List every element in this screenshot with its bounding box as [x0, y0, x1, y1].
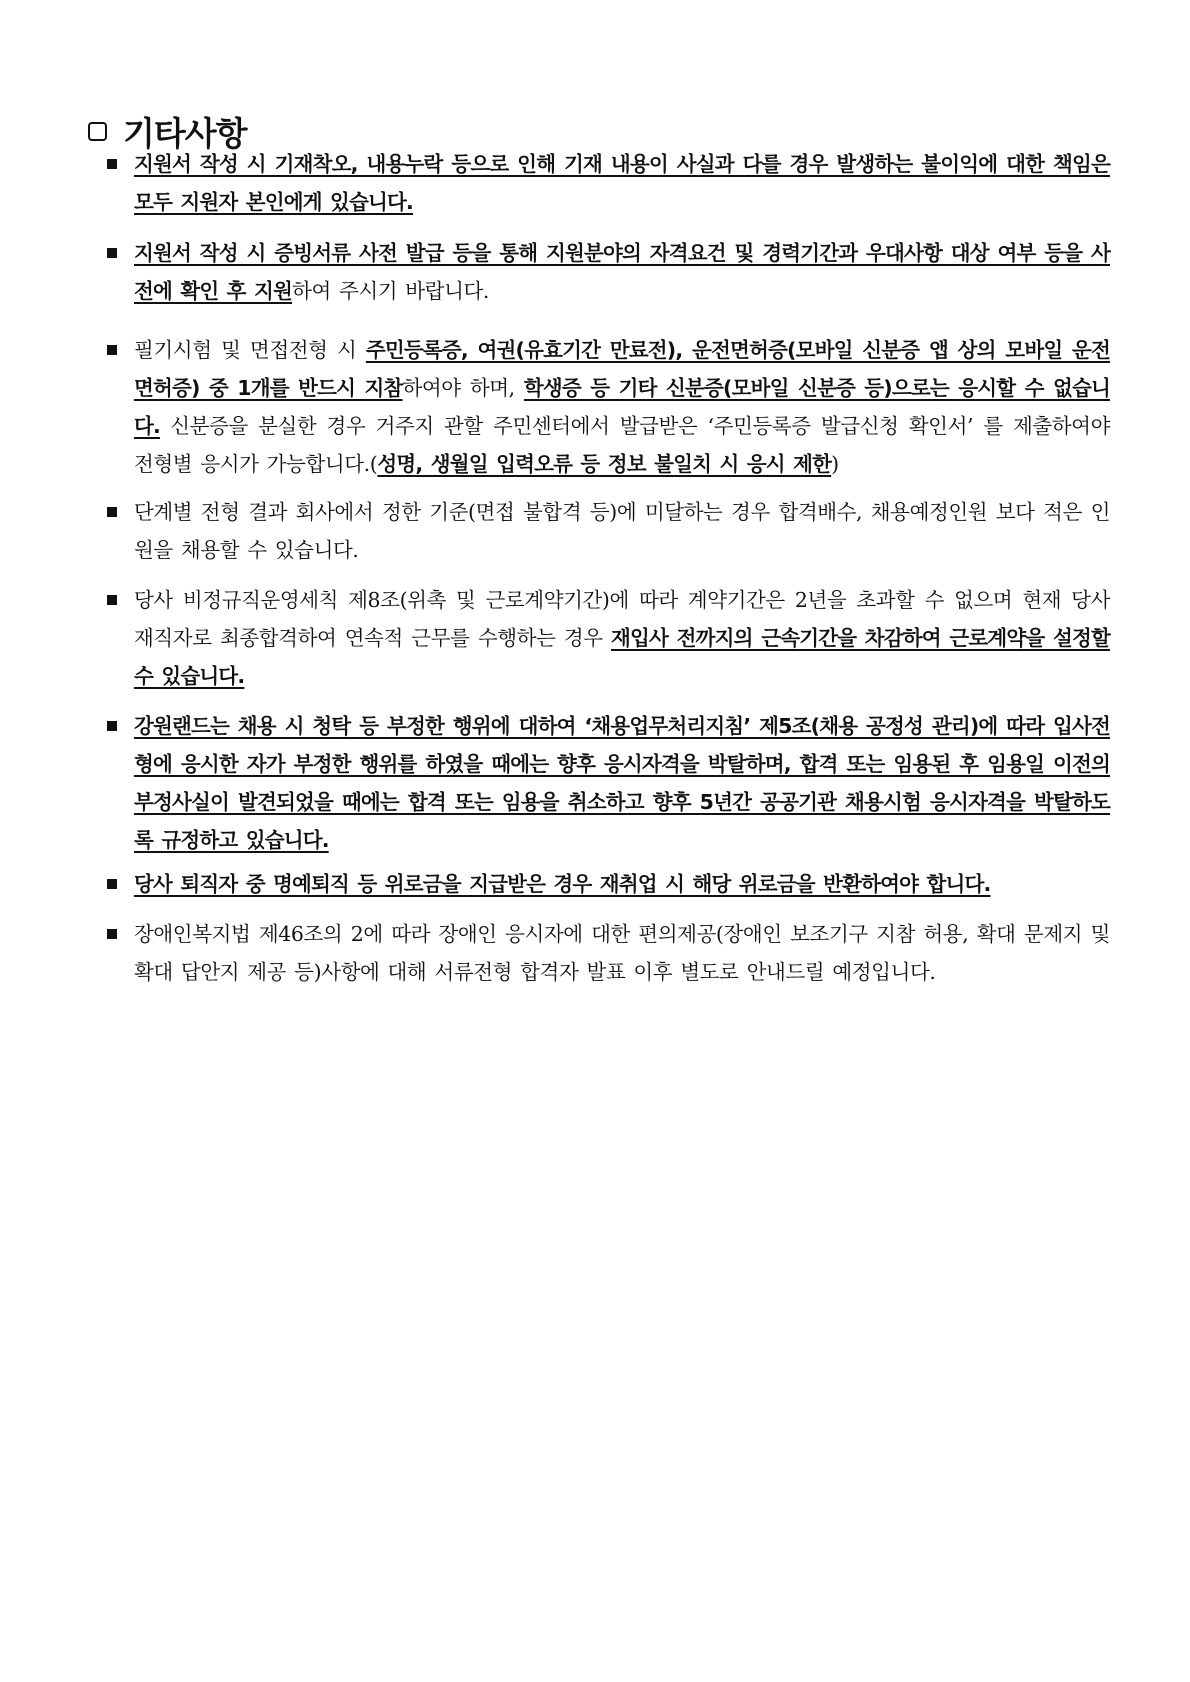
- square-bullet-icon: [107, 159, 117, 169]
- square-bullet-icon: [107, 595, 117, 605]
- list-item-text: 필기시험 및 면접전형 시 주민등록증, 여권(유효기간 만료전), 운전면허증(모바일 신분증 앱 상의 모바일 운전면허증) 중 1개를 반드시 지참하여야 하며, 학생증 등 기타 신분증(모바일 신분증 등)으로는 응시할 수 없습니다. 신분증을 분실한 경우 거주지 관할 주민센터에서 발급받은 ‘주민등록증 발급신청 확인서’ 를 제출하여야 전형별 응시가 가능합니다.(성명, 생월일 입력오류 등 정보 불일치 시 응시 제한): [134, 338, 1110, 476]
- list-item-5: [107, 581, 1110, 695]
- list-item-text: 강원랜드는 채용 시 청탁 등 부정한 행위에 대하여 ‘채용업무처리지침’ 제5조(채용 공정성 관리)에 따라 입사전형에 응시한 자가 부정한 행위를 하였을 때에는 향후 응시자격을 박탈하며, 합격 또는 임용된 후 임용일 이전의 부정사실이 발견되었을 때에는 합격 또는 임용을 취소하고 향후 5년간 공공기관 채용시험 응시자격을 박탈하도록 규정하고 있습니다.: [134, 714, 1110, 852]
- list-item-text: 당사 퇴직자 중 명예퇴직 등 위로금을 지급받은 경우 재취업 시 해당 위로금을 반환하여야 합니다.: [134, 872, 991, 896]
- list-item-text: 지원서 작성 시 기재착오, 내용누락 등으로 인해 기재 내용이 사실과 다를 경우 발생하는 불이익에 대한 책임은 모두 지원자 본인에게 있습니다.: [134, 152, 1110, 214]
- square-bullet-icon: [107, 721, 117, 731]
- list-item-8: [107, 915, 1110, 991]
- list-item-text: 당사 비정규직운영세칙 제8조(위촉 및 근로계약기간)에 따라 계약기간은 2년을 초과할 수 없으며 현재 당사 재직자로 최종합격하여 연속적 근무를 수행하는 경우 재입사 전까지의 근속기간을 차감하여 근로계약을 설정할 수 있습니다.: [134, 588, 1110, 688]
- square-bullet-icon: [107, 929, 117, 939]
- list-item-7: [107, 865, 1110, 903]
- list-item-1: [107, 145, 1110, 221]
- list-item-text: 지원서 작성 시 증빙서류 사전 발급 등을 통해 지원분야의 자격요건 및 경력기간과 우대사항 대상 여부 등을 사전에 확인 후 지원하여 주시기 바랍니다.: [134, 241, 1110, 303]
- square-bullet-icon: [107, 879, 117, 889]
- list-item-3: [107, 331, 1110, 483]
- list-item-text: 장애인복지법 제46조의 2에 따라 장애인 응시자에 대한 편의제공(장애인 보조기구 지참 허용, 확대 문제지 및 확대 답안지 제공 등)사항에 대해 서류전형 합격자 발표 이후 별도로 안내드릴 예정입니다.: [134, 922, 1110, 984]
- list-item-text: 단계별 전형 결과 회사에서 정한 기준(면접 불합격 등)에 미달하는 경우 합격배수, 채용예정인원 보다 적은 인원을 채용할 수 있습니다.: [134, 500, 1110, 562]
- list-item-4: [107, 493, 1110, 569]
- square-bullet-icon: [107, 507, 117, 517]
- square-bullet-icon: [107, 345, 117, 355]
- square-bullet-icon: [107, 248, 117, 258]
- empty-checkbox-icon: [88, 122, 107, 141]
- list-item-6: [107, 707, 1110, 859]
- section-title-text: 기타사항: [123, 114, 247, 153]
- list-item-2: [107, 234, 1110, 310]
